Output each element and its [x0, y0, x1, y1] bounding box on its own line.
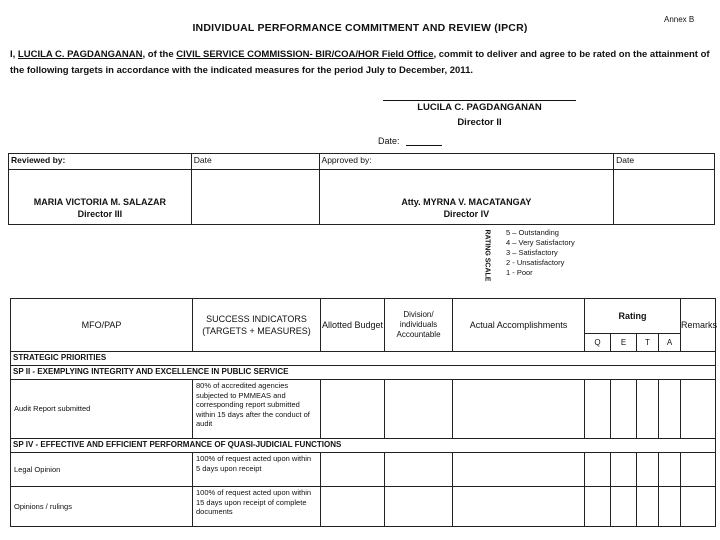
rating-scale-item: 2 - Unsatisfactory — [506, 258, 565, 267]
row-rating-q-cell[interactable] — [585, 380, 611, 439]
row-budget-cell[interactable] — [321, 487, 385, 527]
approval-date-cell[interactable] — [614, 170, 715, 225]
row-rating-t-cell[interactable] — [637, 380, 659, 439]
row-rating-a-cell[interactable] — [659, 487, 681, 527]
row-remarks-cell[interactable] — [681, 380, 716, 439]
header-allotted-budget: Allotted Budget — [321, 299, 385, 352]
approver-position: Director IV — [443, 209, 490, 219]
row-division-cell[interactable] — [385, 453, 453, 487]
header-mfo: MFO/PAP — [11, 299, 193, 352]
section-sp4: SP IV - EFFECTIVE AND EFFICIENT PERFORMANCE OF QUASI-JUDICIAL FUNCTIONS — [11, 439, 716, 453]
header-rating-e: E — [611, 334, 637, 352]
rating-scale-item: 4 – Very Satisfactory — [506, 238, 575, 247]
row-rating-e-cell[interactable] — [611, 487, 637, 527]
review-date-label: Date — [191, 154, 319, 170]
reviewed-by-label: Reviewed by: — [9, 154, 192, 170]
row-division-cell[interactable] — [385, 380, 453, 439]
row-rating-t-cell[interactable] — [637, 453, 659, 487]
signatory-name: LUCILA C. PAGDANGANAN — [417, 102, 542, 113]
rating-scale-label-text: RATING SCALE — [483, 229, 491, 282]
row-accomplishment-cell[interactable] — [453, 380, 585, 439]
header-division: Division/ individuals Accountable — [385, 299, 453, 352]
table-row — [11, 487, 716, 527]
office-name: CIVIL SERVICE COMMISSION- BIR/COA/HOR Field Office — [176, 49, 434, 60]
approved-by-label: Approved by: — [319, 154, 614, 170]
row-budget-cell[interactable] — [321, 380, 385, 439]
reviewer-cell — [9, 170, 192, 225]
header-actual-accomplishments: Actual Accomplishments — [453, 299, 585, 352]
approver-cell — [319, 170, 614, 225]
annex-label: Annex B — [664, 15, 695, 24]
commitment-suffix: , commit to deliver and agree to be rated on the attainment of the following targets in accordance with the indicated measures for the period July to December, 2011. — [10, 49, 710, 76]
row-rating-t-cell[interactable] — [637, 487, 659, 527]
page-title: INDIVIDUAL PERFORMANCE COMMITMENT AND REVIEW (IPCR) — [192, 22, 528, 34]
row-rating-a-cell[interactable] — [659, 380, 681, 439]
rating-scale-item: 1 - Poor — [506, 268, 533, 277]
review-table — [8, 153, 715, 225]
row-mfo: Legal Opinion — [11, 453, 193, 487]
row-rating-e-cell[interactable] — [611, 380, 637, 439]
rating-scale-item: 3 – Satisfactory — [506, 248, 558, 257]
date-label: Date: — [378, 136, 400, 146]
employee-name: LUCILA C. PAGDANGANAN — [17, 49, 143, 60]
header-rating-a: A — [659, 334, 681, 352]
table-row — [11, 453, 716, 487]
row-indicator: 100% of request acted upon within 5 days upon receipt — [193, 453, 321, 487]
commitment-prefix: I, — [10, 49, 18, 60]
rating-scale-item: 5 – Outstanding — [506, 228, 559, 237]
header-remarks: Remarks — [681, 299, 716, 352]
row-division-cell[interactable] — [385, 487, 453, 527]
signatory-position: Director II — [457, 117, 502, 128]
signature-line — [383, 100, 576, 101]
commitment-statement — [10, 47, 715, 79]
header-rating-q: Q — [585, 334, 611, 352]
date-line — [406, 145, 442, 146]
table-row — [11, 380, 716, 439]
row-indicator: 100% of request acted upon within 15 days upon receipt of complete documents — [193, 487, 321, 527]
row-rating-a-cell[interactable] — [659, 453, 681, 487]
row-budget-cell[interactable] — [321, 453, 385, 487]
ipcr-table — [10, 298, 716, 527]
header-rating: Rating — [585, 299, 681, 334]
commitment-middle: , of the — [142, 49, 177, 60]
header-success-indicators: SUCCESS INDICATORS (TARGETS + MEASURES) — [193, 299, 321, 352]
row-remarks-cell[interactable] — [681, 487, 716, 527]
rating-scale-list — [506, 228, 575, 278]
reviewer-name: MARIA VICTORIA M. SALAZAR — [33, 197, 166, 207]
row-mfo: Opinions / rulings — [11, 487, 193, 527]
review-date-cell[interactable] — [191, 170, 319, 225]
row-indicator: 80% of accredited agencies subjected to PMMEAS and corresponding report submitted within 15 days after the conduct of audit — [193, 380, 321, 439]
approval-date-label: Date — [614, 154, 715, 170]
rating-scale-label — [476, 228, 498, 288]
row-rating-q-cell[interactable] — [585, 453, 611, 487]
row-remarks-cell[interactable] — [681, 453, 716, 487]
row-rating-q-cell[interactable] — [585, 487, 611, 527]
row-accomplishment-cell[interactable] — [453, 487, 585, 527]
row-mfo: Audit Report submitted — [11, 380, 193, 439]
row-rating-e-cell[interactable] — [611, 453, 637, 487]
approver-name: Atty. MYRNA V. MACATANGAY — [401, 197, 532, 207]
section-strategic-priorities: STRATEGIC PRIORITIES — [11, 352, 716, 366]
section-sp2: SP II - EXEMPLYING INTEGRITY AND EXCELLENCE IN PUBLIC SERVICE — [11, 366, 716, 380]
row-accomplishment-cell[interactable] — [453, 453, 585, 487]
reviewer-position: Director III — [77, 209, 123, 219]
header-rating-t: T — [637, 334, 659, 352]
